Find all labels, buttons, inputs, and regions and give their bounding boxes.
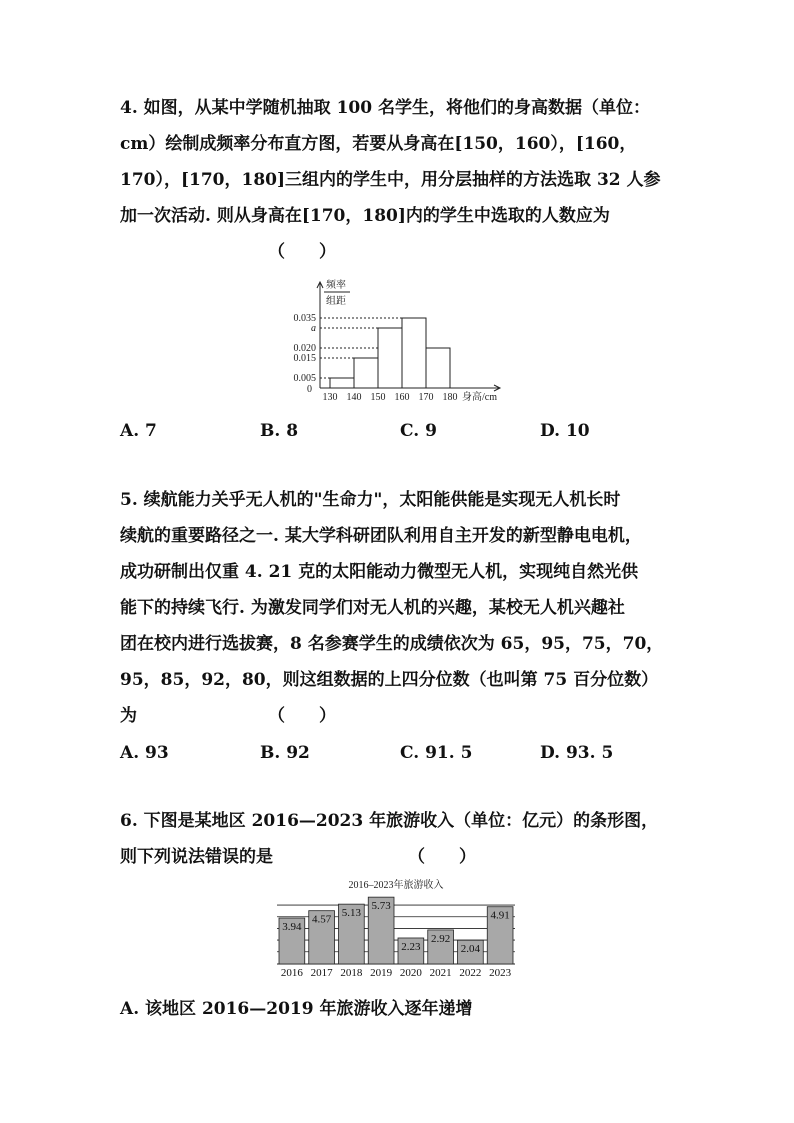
- q5-line-5: 团在校内进行选拔赛，8 名参赛学生的成绩依次为 65，95，75，70，: [120, 634, 664, 654]
- bar-chart-title: 2016–2023年旅游收入: [348, 880, 444, 891]
- bar-chart-value-label: 5.13: [341, 907, 361, 920]
- hist-bar: [354, 358, 378, 388]
- hist-x-tick-label: 160: [394, 392, 410, 403]
- bar-chart-category-label: 2023: [489, 967, 512, 979]
- q4-option-b[interactable]: B. 8: [260, 421, 299, 441]
- q5-option-b[interactable]: B. 92: [260, 743, 310, 763]
- q4-line-2: cm）绘制成频率分布直方图，若要从身高在[150，160），[160，: [120, 134, 637, 154]
- bar-chart-value-label: 4.91: [490, 909, 510, 922]
- q5-option-c[interactable]: C. 91. 5: [400, 743, 473, 763]
- bar-chart-category-label: 2018: [340, 967, 363, 979]
- bar-chart-category-label: 2017: [310, 967, 333, 979]
- hist-y-tick-label: 0.035: [293, 313, 316, 324]
- bar-chart-value-label: 5.73: [371, 900, 391, 913]
- hist-y-tick-label: 0.005: [293, 373, 316, 384]
- bar-chart-value-label: 2.04: [460, 943, 480, 956]
- hist-xlabel: 身高/cm: [462, 392, 497, 403]
- hist-x-tick-label: 170: [418, 392, 434, 403]
- hist-bar: [402, 318, 426, 388]
- bar-chart-category-label: 2021: [429, 967, 452, 979]
- q4-option-a[interactable]: A. 7: [120, 421, 157, 441]
- bar-chart-category-label: 2020: [399, 967, 422, 979]
- hist-ylabel-bottom: 组距: [326, 296, 346, 307]
- bar-chart-value-label: 2.23: [401, 940, 421, 953]
- bar-chart-category-label: 2019: [370, 967, 393, 979]
- q5-line-1: 5. 续航能力关乎无人机的"生命力"，太阳能供能是实现无人机长时: [120, 490, 621, 510]
- tourism-bar-chart: [273, 876, 523, 981]
- q5-line-4: 能下的持续飞行. 为激发同学们对无人机的兴趣，某校无人机兴趣社: [120, 598, 625, 618]
- q4-option-d[interactable]: D. 10: [540, 421, 590, 441]
- histogram-chart: [278, 272, 518, 407]
- q4-line-1: 4. 如图，从某中学随机抽取 100 名学生，将他们的身高数据（单位：: [120, 98, 650, 118]
- q5-line-7: 为: [120, 706, 137, 726]
- bar-chart-value-label: 4.57: [312, 913, 332, 926]
- bar-chart-value-label: 2.92: [431, 932, 451, 945]
- q4-answer-paren: （ ）: [268, 242, 336, 262]
- q5-answer-paren: （ ）: [268, 706, 336, 726]
- hist-bar: [426, 348, 450, 388]
- q6-line-2: 则下列说法错误的是: [120, 847, 273, 867]
- q5-line-2: 续航的重要路径之一. 某大学科研团队利用自主开发的新型静电电机，: [120, 526, 642, 546]
- hist-bar: [378, 328, 402, 388]
- q6-option-a[interactable]: A. 该地区 2016—2019 年旅游收入逐年递增: [120, 999, 473, 1019]
- hist-x-tick-label: 130: [322, 392, 338, 403]
- q4-option-c[interactable]: C. 9: [400, 421, 437, 441]
- bar-chart-category-label: 2016: [280, 967, 303, 979]
- hist-origin-label: 0: [307, 384, 312, 395]
- hist-y-tick-label: a: [311, 323, 316, 334]
- q4-line-3: 170），[170，180]三组内的学生中，用分层抽样的方法选取 32 人参: [120, 170, 661, 190]
- q5-option-d[interactable]: D. 93. 5: [540, 743, 614, 763]
- q5-line-6: 95，85，92，80，则这组数据的上四分位数（也叫第 75 百分位数）: [120, 670, 659, 690]
- q5-line-3: 成功研制出仅重 4. 21 克的太阳能动力微型无人机，实现纯自然光供: [120, 562, 639, 582]
- hist-y-tick-label: 0.020: [293, 343, 316, 354]
- q6-answer-paren: （ ）: [408, 847, 476, 867]
- hist-x-tick-label: 150: [370, 392, 386, 403]
- hist-bar: [330, 378, 354, 388]
- hist-ylabel-top: 频率: [326, 280, 346, 291]
- hist-y-tick-label: 0.015: [293, 353, 316, 364]
- bar-chart-category-label: 2022: [459, 967, 482, 979]
- q6-line-1: 6. 下图是某地区 2016—2023 年旅游收入（单位：亿元）的条形图，: [120, 811, 659, 831]
- hist-x-tick-label: 180: [442, 392, 458, 403]
- q5-option-a[interactable]: A. 93: [120, 743, 169, 763]
- hist-x-tick-label: 140: [346, 392, 362, 403]
- bar-chart-value-label: 3.94: [282, 921, 302, 934]
- q4-line-4: 加一次活动. 则从身高在[170，180]内的学生中选取的人数应为: [120, 206, 610, 226]
